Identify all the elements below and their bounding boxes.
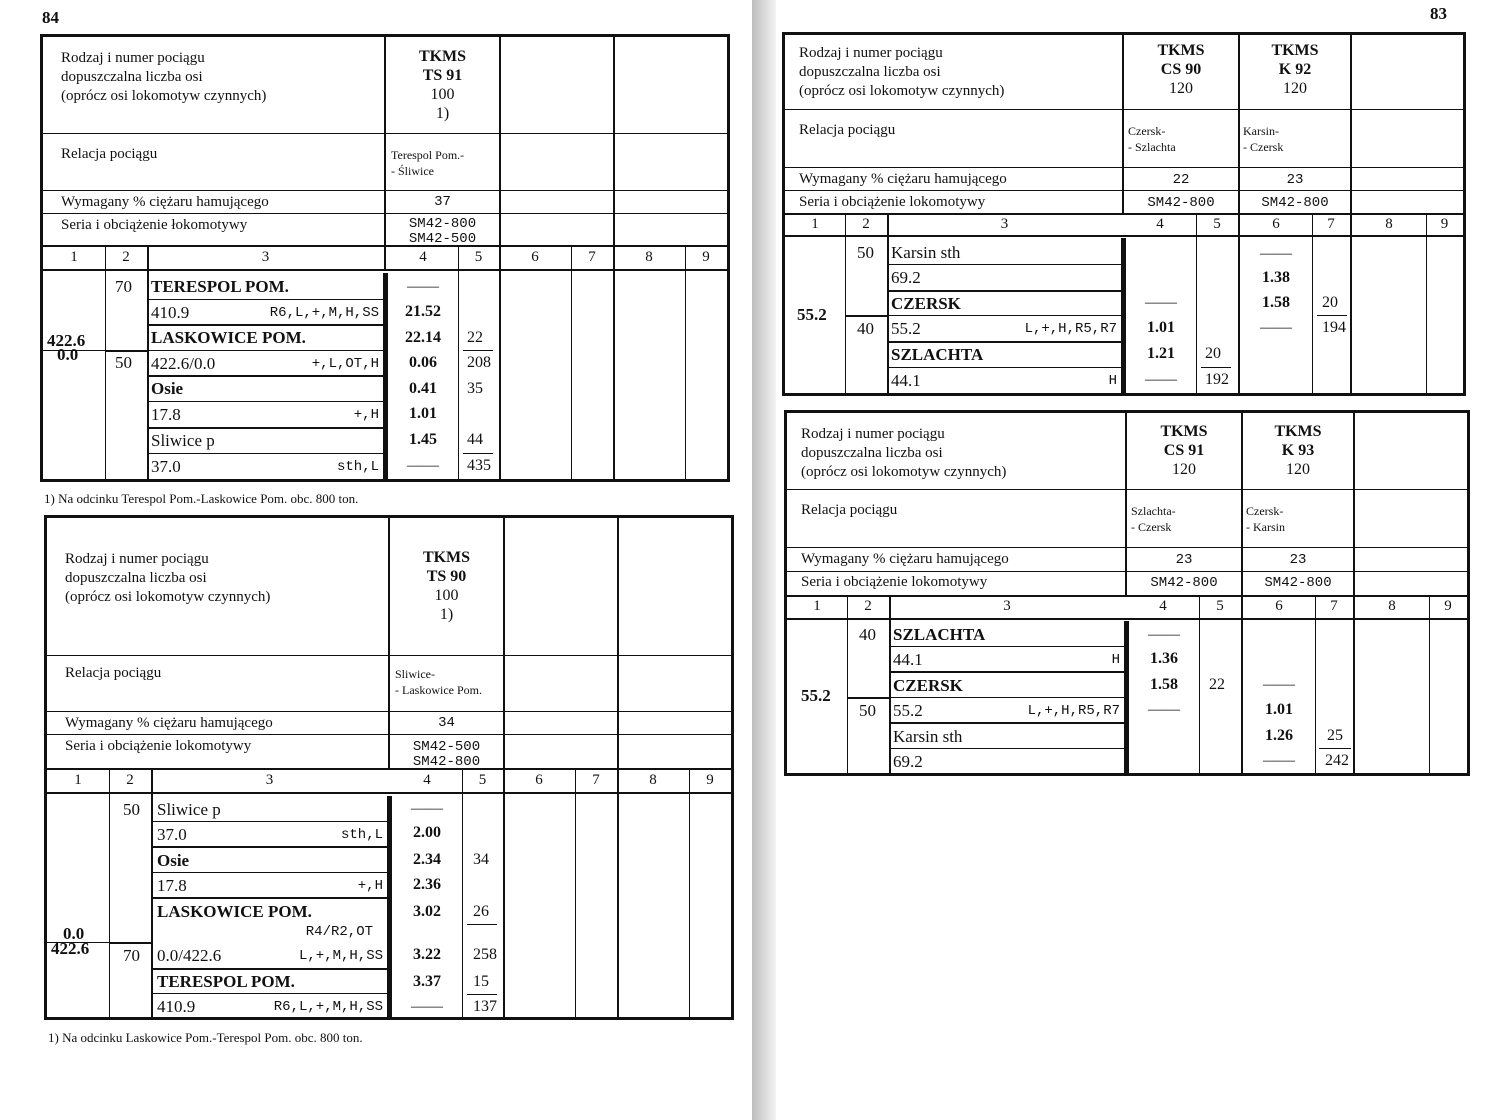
loco-series: SM42-800 (1264, 575, 1332, 591)
km-start: 422.6 (47, 331, 86, 350)
speed-limit: 50 (857, 243, 874, 262)
train-number: TKMS TS 90 100 1) (422, 549, 471, 623)
arrival-time: 1.21 (1147, 345, 1175, 362)
stop-duration: 26 (473, 903, 489, 920)
station-name: CZERSK (893, 676, 963, 695)
page-gutter (752, 0, 776, 1120)
station-codes: sth,L (340, 827, 383, 843)
station-codes: R6,L,+,M,H,SS (273, 999, 383, 1015)
relation-label: Relacja pociągu (799, 122, 896, 138)
station-codes: H (1111, 652, 1120, 668)
arrival-time: 3.02 (413, 903, 441, 920)
brake-value: 23 (1286, 172, 1304, 188)
running-time: 435 (467, 457, 491, 474)
station-codes: L,+,H,R5,R7 (1024, 321, 1117, 337)
page-number-left: 84 (42, 8, 59, 27)
series-label: Seria i obciążenie łokomotywy (61, 217, 248, 233)
station-codes: +,H (353, 407, 379, 423)
arrival-time: —— (1148, 626, 1180, 643)
station-km: 44.1 (891, 371, 921, 390)
train-relation: Sliwice- - Laskowice Pom. (395, 667, 482, 697)
station-name: TERESPOL POM. (151, 277, 289, 296)
km-post: 55.2 (801, 686, 831, 705)
speed-limit: 70 (123, 946, 140, 965)
station-km: 17.8 (157, 876, 187, 895)
speed-limit: 50 (115, 353, 132, 372)
loco-series: SM42-800 (1147, 195, 1215, 211)
page-number-right: 83 (1430, 4, 1447, 23)
brake-label: Wymagany % ciężaru hamującego (801, 551, 1009, 567)
train-number: TKMS K 92 120 (1271, 42, 1319, 97)
speed-limit: 70 (115, 277, 132, 296)
station-km: 410.9 (157, 997, 196, 1016)
brake-value: 23 (1289, 552, 1307, 568)
loco-series: SM42-500 SM42-800 (412, 739, 481, 770)
loco-series: SM42-800 (1150, 575, 1218, 591)
running-time: 35 (467, 380, 483, 397)
station-km: 69.2 (893, 752, 923, 771)
timetable-ts91 (40, 34, 730, 482)
km-end: 0.0 (57, 345, 79, 364)
departure-time: —— (1263, 752, 1295, 769)
station-codes: +,H (357, 878, 383, 894)
train-relation: Terespol Pom.- - Śliwice (391, 148, 465, 178)
stop-duration: 20 (1322, 294, 1338, 311)
station-km: 55.2 (891, 319, 921, 338)
brake-label: Wymagany % ciężaru hamującego (65, 715, 273, 731)
departure-time: 1.01 (1265, 701, 1293, 718)
station-name: CZERSK (891, 294, 961, 313)
departure-time: 3.22 (413, 946, 441, 963)
station-name: LASKOWICE POM. (151, 328, 306, 347)
series-label: Seria i obciążenie lokomotywy (65, 738, 252, 754)
station-km: 410.9 (151, 303, 190, 322)
timetable-cs91-k93 (784, 410, 1470, 776)
running-time: 137 (473, 998, 497, 1015)
departure-time: —— (407, 457, 439, 474)
station-km: 37.0 (151, 457, 181, 476)
departure-time: —— (411, 998, 443, 1015)
relation-label: Relacja pociągu (65, 665, 162, 681)
train-label: Rodzaj i numer pociągu dopuszczalna liczba osi (oprócz osi lokomotyw czynnych) (799, 45, 1005, 99)
station-km: 17.8 (151, 405, 181, 424)
km-post: 55.2 (797, 305, 827, 324)
station-name: LASKOWICE POM. (157, 902, 312, 921)
station-km: 422.6/0.0 (151, 354, 216, 373)
departure-time: 0.06 (409, 354, 437, 371)
station-km: 44.1 (893, 650, 923, 669)
departure-time: —— (1145, 371, 1177, 388)
km-end: 422.6 (51, 939, 90, 958)
brake-label: Wymagany % ciężaru hamującego (61, 194, 269, 210)
arrival-time: 0.41 (409, 380, 437, 397)
arrival-time: 22.14 (405, 329, 441, 346)
loco-series: SM42-800 SM42-500 (408, 216, 477, 247)
stop-duration: 22 (467, 329, 483, 346)
series-label: Seria i obciążenie lokomotywy (801, 574, 988, 590)
relation-label: Relacja pociągu (61, 146, 158, 162)
departure-time: —— (1260, 319, 1292, 336)
station-codes: R4/R2,OT (305, 924, 373, 940)
footnote: 1) Na odcinku Terespol Pom.-Laskowice Pom. obc. 800 ton. (44, 491, 359, 506)
station-codes: sth,L (336, 459, 379, 475)
speed-limit: 50 (859, 701, 876, 720)
arrival-time: —— (411, 800, 443, 817)
station-codes: H (1108, 373, 1117, 389)
timetable-cs90-k92 (782, 32, 1466, 396)
station-name: Karsin sth (891, 243, 961, 262)
train-label: Rodzaj i numer pociągu dopuszczalna liczba osi (oprócz osi lokomotyw czynnych) (801, 426, 1007, 480)
train-relation: Czersk- - Szlachta (1128, 124, 1176, 154)
departure-time: 2.36 (413, 876, 441, 893)
station-codes: L,+,H,R5,R7 (1027, 703, 1120, 719)
arrival-time: 1.45 (409, 431, 437, 448)
speed-limit: 40 (857, 319, 874, 338)
departure-time: 1.38 (1262, 269, 1290, 286)
train-number: TKMS CS 91 120 (1160, 423, 1208, 478)
running-time: 242 (1325, 752, 1349, 769)
train-relation: Karsin- - Czersk (1243, 124, 1284, 154)
station-km: 55.2 (893, 701, 923, 720)
column-numbers: 1 2 3 4 5 6 7 8 9 (811, 216, 1449, 232)
train-label: Rodzaj i numer pociągu dopuszczalna liczba osi (oprócz osi lokomotyw czynnych) (61, 50, 267, 104)
departure-time: 1.36 (1150, 650, 1178, 667)
footnote: 1) Na odcinku Laskowice Pom.-Terespol Pom. obc. 800 ton. (48, 1030, 363, 1045)
station-name: Osie (151, 379, 184, 398)
station-name: SZLACHTA (891, 345, 984, 364)
station-codes: L,+,M,H,SS (298, 948, 383, 964)
train-relation: Szlachta- - Czersk (1131, 504, 1176, 534)
arrival-time: —— (1145, 294, 1177, 311)
arrival-time: —— (1260, 245, 1292, 262)
arrival-time: —— (1263, 676, 1295, 693)
arrival-time: 2.34 (413, 851, 441, 868)
relation-label: Relacja pociągu (801, 502, 898, 518)
arrival-time: 3.37 (413, 973, 441, 990)
arrival-time: 1.58 (1150, 676, 1178, 693)
station-km: 0.0/422.6 (157, 946, 222, 965)
speed-limit: 50 (123, 800, 140, 819)
arrival-time: 1.26 (1265, 727, 1293, 744)
running-time: 208 (467, 354, 491, 371)
station-name: Sliwice p (157, 800, 221, 819)
train-relation: Czersk- - Karsin (1246, 504, 1285, 534)
departure-time: 21.52 (405, 303, 441, 320)
series-label: Seria i obciążenie lokomotywy (799, 194, 986, 210)
train-label: Rodzaj i numer pociągu dopuszczalna liczba osi (oprócz osi lokomotyw czynnych) (65, 551, 271, 605)
station-km: 37.0 (157, 825, 187, 844)
departure-time: —— (1148, 701, 1180, 718)
train-number: TKMS CS 90 120 (1157, 42, 1205, 97)
brake-value: 34 (438, 715, 455, 731)
speed-limit: 40 (859, 625, 876, 644)
brake-label: Wymagany % ciężaru hamującego (799, 171, 1007, 187)
brake-value: 22 (1172, 172, 1190, 188)
departure-time: 1.01 (409, 405, 437, 422)
timetable-ts90 (44, 515, 734, 1020)
arrival-time: 1.58 (1262, 294, 1290, 311)
departure-time: 1.01 (1147, 319, 1175, 336)
running-time: 194 (1322, 319, 1346, 336)
station-name: Sliwice p (151, 431, 215, 450)
station-codes: R6,L,+,M,H,SS (269, 305, 379, 321)
brake-value: 37 (434, 194, 451, 210)
station-codes: +,L,OT,H (311, 356, 379, 372)
column-numbers: 1 2 3 4 5 6 7 8 9 (74, 772, 714, 788)
loco-series: SM42-800 (1261, 195, 1329, 211)
km-start: 0.0 (63, 924, 85, 943)
running-time: 192 (1205, 371, 1229, 388)
arrival-time: —— (407, 278, 439, 295)
train-number: TKMS K 93 120 (1274, 423, 1322, 478)
brake-value: 23 (1175, 552, 1193, 568)
station-name: Osie (157, 851, 190, 870)
station-name: SZLACHTA (893, 625, 986, 644)
departure-time: 2.00 (413, 824, 441, 841)
running-time: 34 (473, 851, 489, 868)
stop-duration: 15 (473, 973, 489, 990)
stop-duration: 20 (1205, 345, 1221, 362)
station-km: 69.2 (891, 268, 921, 287)
train-number: TKMS TS 91 100 1) (418, 48, 467, 122)
station-name: Karsin sth (893, 727, 963, 746)
stop-duration: 44 (467, 431, 483, 448)
running-time: 22 (1209, 676, 1225, 693)
column-numbers: 1 2 3 4 5 6 7 8 9 (70, 249, 710, 265)
running-time: 258 (473, 946, 497, 963)
stop-duration: 25 (1327, 727, 1343, 744)
station-name: TERESPOL POM. (157, 972, 295, 991)
column-numbers: 1 2 3 4 5 6 7 8 9 (813, 598, 1452, 614)
